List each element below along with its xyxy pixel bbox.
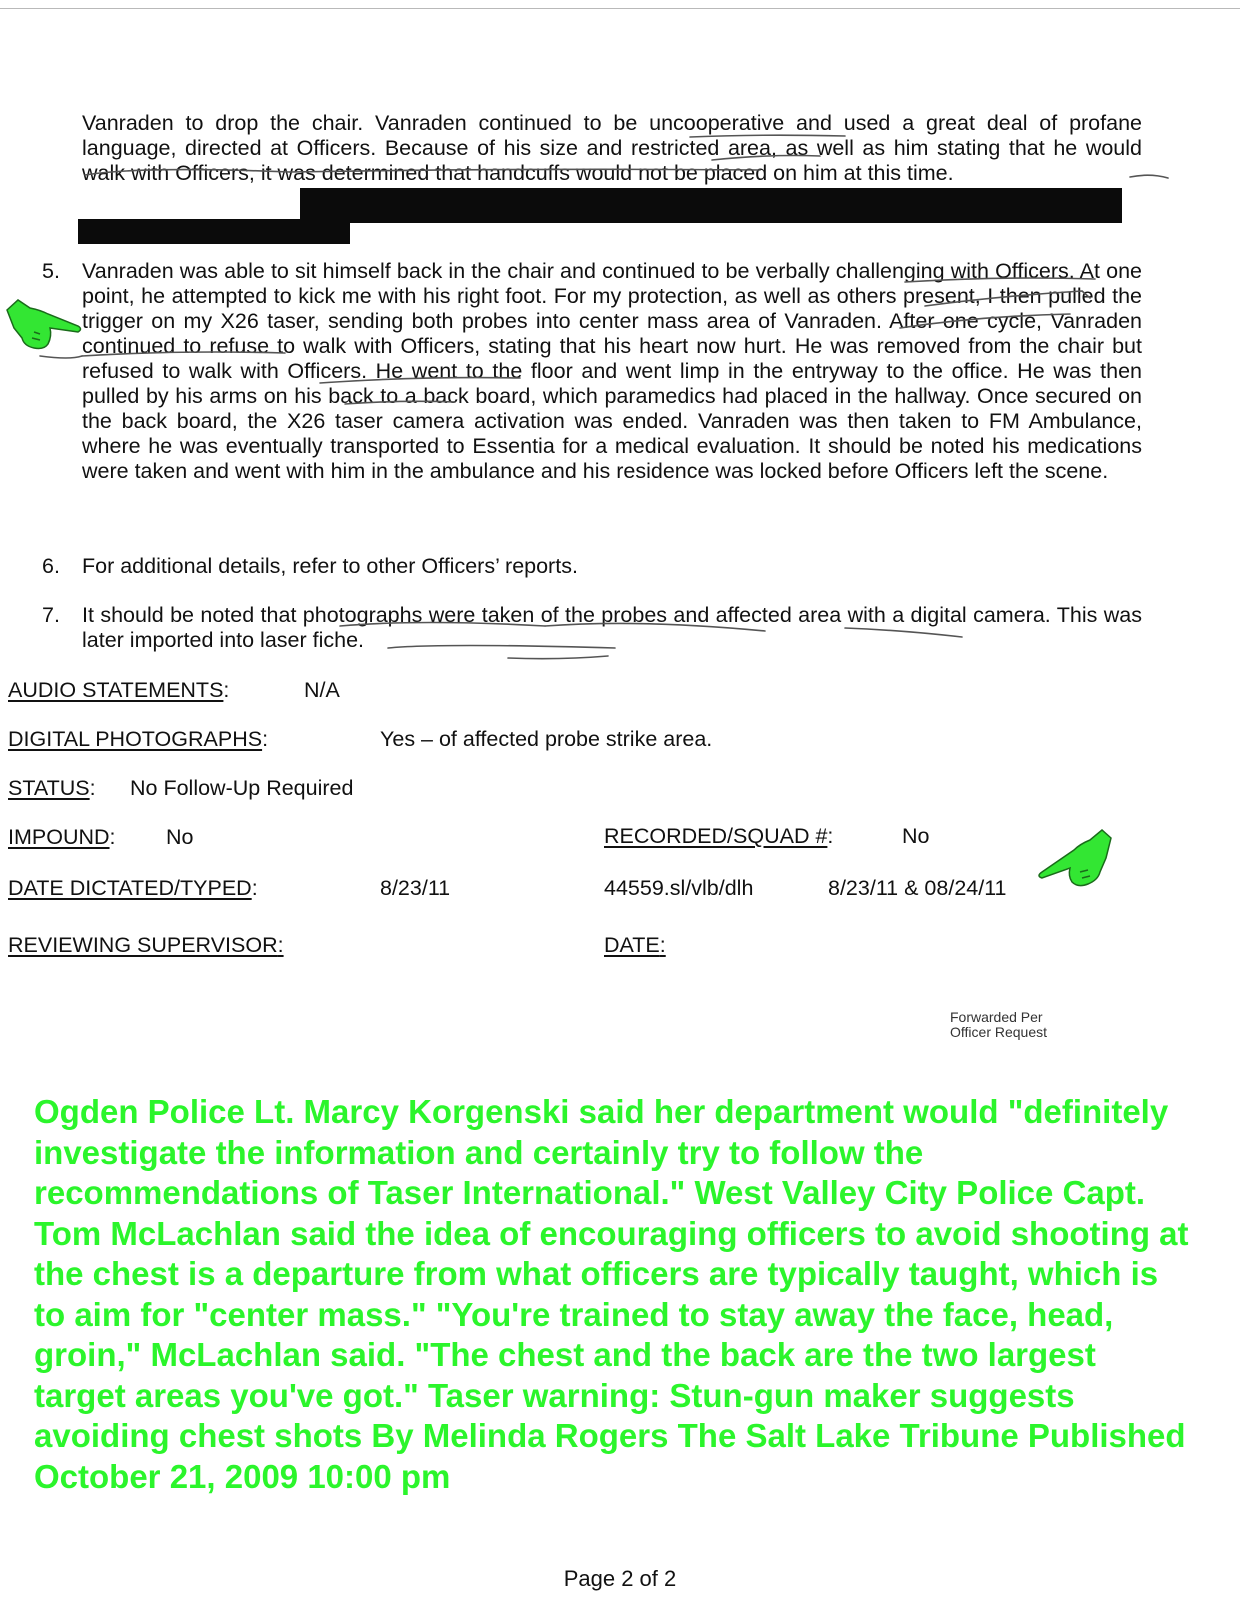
paragraph-intro: Vanraden to drop the chair. Vanraden continued to be uncooperative and used a great deal of profane language, directed at Officers. Because of his size and restricted area, as well as him stating that he would walk with Officers, it was determined that handcuffs would not be placed on him at this time. xyxy=(82,111,1142,185)
item-7-text: It should be noted that photographs were taken of the probes and affected area with a digital camera. This was later imported into laser fiche. xyxy=(82,603,1142,652)
redaction-bar xyxy=(300,188,1122,223)
impound-value: No xyxy=(166,825,194,849)
item-number: 7. xyxy=(42,603,60,627)
digital-photographs-value: Yes – of affected probe strike area. xyxy=(380,727,713,751)
date-dictated-value: 8/23/11 xyxy=(380,876,451,900)
scan-top-edge xyxy=(0,8,1240,9)
pointing-hand-icon xyxy=(4,296,84,356)
typist-code: 44559.sl/vlb/dlh xyxy=(604,876,754,900)
forwarded-note-line2: Officer Request xyxy=(950,1024,1048,1040)
item-5-text: Vanraden was able to sit himself back in the chair and continued to be verbally challenging with Officers. At one point, he attempted to kick me with his right foot. For my protection, as well as others present, I then pulled the trigger on my X26 taser, sending both probes into center mass area of Vanraden. After one cycle, Vanraden continued to refuse to walk with Officers, stating that his heart now hurt. He was removed from the chair but refused to walk with Officers. He went to the floor and went limp in the entryway to the office. He was then pulled by his arms on his back to a back board, which paramedics had placed in the hallway. Once secured on the back board, the X26 taser camera activation was ended. Vanraden was then taken to FM Ambulance, where he was eventually transported to Essentia for a medical evaluation. It should be noted his medications were taken and went with him in the ambulance and his residence was locked before Officers left the scene. xyxy=(82,259,1142,483)
status-value: No Follow-Up Required xyxy=(130,776,354,800)
date-dictated-label: DATE DICTATED/TYPED: xyxy=(8,876,258,900)
item-number: 5. xyxy=(42,259,60,283)
impound-label: IMPOUND: xyxy=(8,825,116,849)
pointing-hand-icon xyxy=(1034,828,1114,890)
reviewing-supervisor-label: REVIEWING SUPERVISOR: xyxy=(8,933,284,957)
typed-dates: 8/23/11 & 08/24/11 xyxy=(828,876,1007,900)
recorded-squad-label: RECORDED/SQUAD #: xyxy=(604,824,834,848)
digital-photographs-label: DIGITAL PHOTOGRAPHS: xyxy=(8,727,269,751)
forwarded-note-line1: Forwarded Per xyxy=(950,1009,1043,1025)
item-number: 6. xyxy=(42,554,60,578)
redaction-bar xyxy=(78,219,350,244)
green-quote-annotation: Ogden Police Lt. Marcy Korgenski said her department would "definitely investigate the information and certainly try to follow the recommendations of Taser International." West Valley City Police Capt. Tom McLachlan said the idea of encouraging officers to avoid shooting at the chest is a departure from what officers are typically taught, which is to aim for "center mass." "You're trained to stay away the face, head, groin," McLachlan said. "The chest and the back are the two largest target areas you've got." Taser warning: Stun-gun maker suggests avoiding chest shots By Melinda Rogers The Salt Lake Tribune Published October 21, 2009 10:00 pm xyxy=(34,1093,1189,1495)
status-label: STATUS: xyxy=(8,776,96,800)
recorded-squad-value: No xyxy=(902,824,930,848)
page-number: Page 2 of 2 xyxy=(563,1566,677,1591)
audio-statements-label: AUDIO STATEMENTS: xyxy=(8,678,230,702)
date-label: DATE: xyxy=(604,933,666,957)
audio-statements-value: N/A xyxy=(304,678,340,702)
item-6-text: For additional details, refer to other Officers’ reports. xyxy=(82,554,578,578)
